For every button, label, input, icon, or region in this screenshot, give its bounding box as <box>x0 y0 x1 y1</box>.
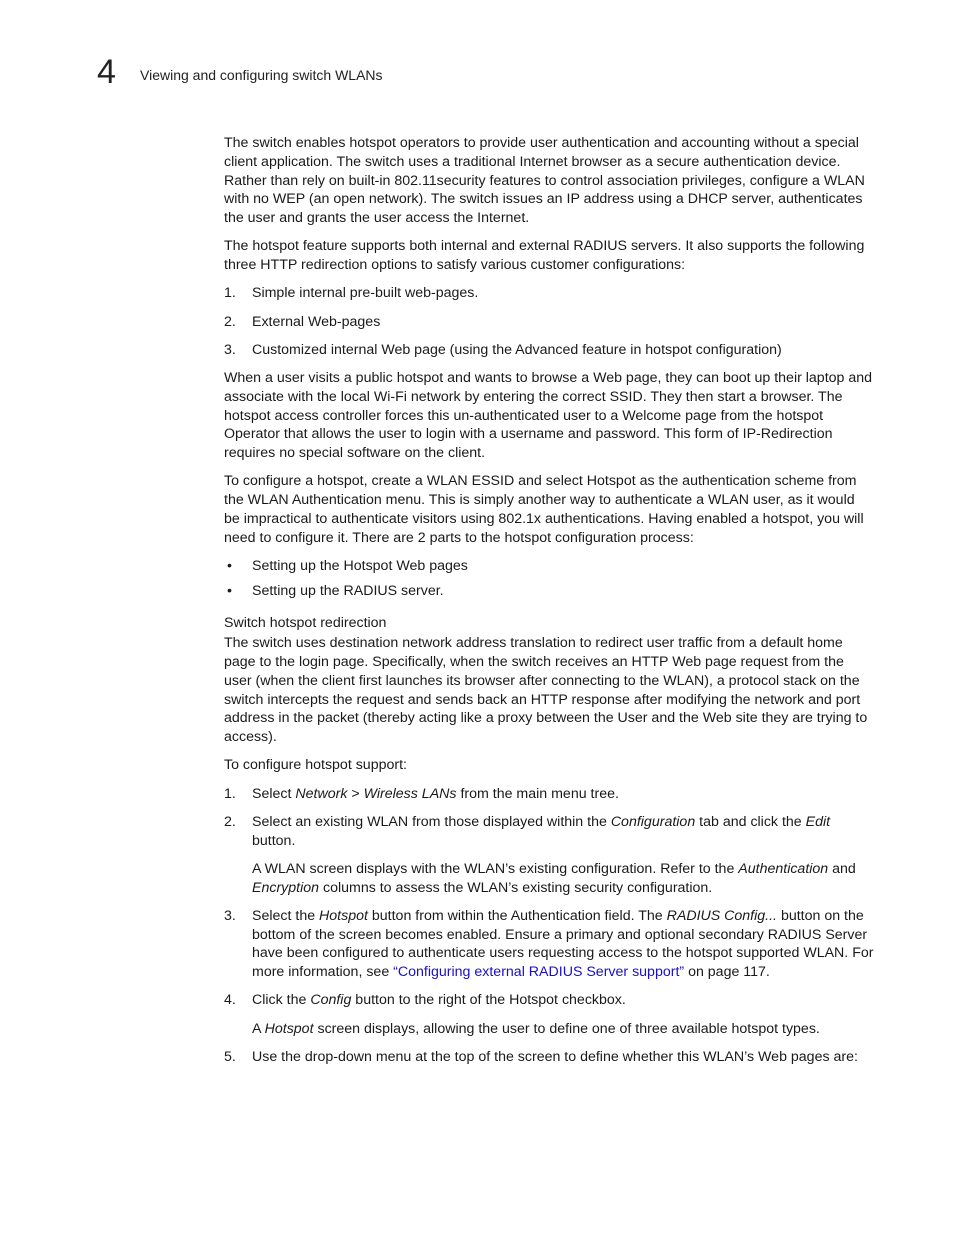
section-paragraph-6: To configure hotspot support: <box>224 757 407 774</box>
list-item <box>224 284 874 303</box>
note-text: and <box>828 860 856 877</box>
section-heading: Switch hotspot redirection <box>224 615 387 632</box>
step-text: Select an existing WLAN from those displayed within the <box>252 813 611 830</box>
step-number: 4. <box>224 992 236 1009</box>
step-text: on page 117. <box>684 964 770 981</box>
list-item <box>224 341 874 360</box>
list-item <box>224 313 874 332</box>
chapter-number: 4 <box>97 53 116 91</box>
step-2 <box>224 813 874 851</box>
cross-reference-link[interactable]: “Configuring external RADIUS Server support” <box>393 964 685 981</box>
hotspot-button-ref: Hotspot <box>319 907 368 924</box>
list-text: Simple internal pre-built web-pages. <box>252 285 479 302</box>
bullet-icon: • <box>227 582 232 599</box>
step-text: button on the bottom of the screen becomes enabled. Ensure a primary and optional secondary RADIUS Server have been configured to authenticate users requesting access to the hotspot supported WLAN. For more information, see <box>252 907 874 981</box>
list-number: 3. <box>224 341 236 358</box>
step-text: > <box>347 785 364 802</box>
step-number: 5. <box>224 1048 236 1065</box>
step-text: Use the drop-down menu at the top of the screen to define whether this WLAN’s Web pages are: <box>252 1048 858 1065</box>
menu-path-network: Network <box>295 785 348 802</box>
bullet-text: Setting up the Hotspot Web pages <box>252 557 468 574</box>
step-text: Select the <box>252 907 320 924</box>
step-text: tab and click the <box>695 813 806 830</box>
note-text: screen displays, allowing the user to define one of three available hotspot types. <box>313 1020 820 1037</box>
step-text: button. <box>252 832 296 849</box>
menu-path-wireless-lans: Wireless LANs <box>363 785 457 802</box>
page-content <box>224 134 874 1076</box>
intro-paragraph-2: The hotspot feature supports both internal and external RADIUS servers. It also supports the following three HTTP redirection options to satisfy various customer configurations: <box>224 238 865 274</box>
list-number: 1. <box>224 285 236 302</box>
authentication-column-ref: Authentication <box>738 860 829 877</box>
body-paragraph-3: When a user visits a public hotspot and wants to browse a Web page, they can boot up their laptop and associate with the local Wi-Fi network by entering the correct SSID. They then start a browser. The hotspot access controller forces this un-authenticated user to a Welcome page from the hotspot Operator that allows the user to login with a username and password. This form of IP-Redirection requires no special software on the client. <box>224 369 873 462</box>
step-number: 3. <box>224 907 236 924</box>
section-paragraph-5: The switch uses destination network address translation to redirect user traffic from a default home page to the login page. Specifically, when the switch receives an HTTP Web page request from the user (when the client first launches its browser after connecting to the WLAN), a protocol stack on the switch intercepts the request and sends back an HTTP response after modifying the network and port address in the packet (thereby acting like a proxy between the User and the Web site they are trying to access). <box>224 635 868 746</box>
config-button-ref: Config <box>310 992 352 1009</box>
hotspot-screen-ref: Hotspot <box>264 1020 314 1037</box>
step-text: Select <box>252 785 296 802</box>
bullet-text: Setting up the RADIUS server. <box>252 582 444 599</box>
intro-paragraph-1: The switch enables hotspot operators to provide user authentication and accounting without a special client application. The switch uses a traditional Internet browser as a secure authentication device. Rather than rely on built-in 802.11security features to control association privileges, configure a WLAN with no WEP (an open network). The switch issues an IP address using a DHCP server, authenticates the user and grants the user access the Internet. <box>224 135 865 227</box>
step-text: button from within the Authentication field. The <box>367 907 667 924</box>
note-text: A <box>252 1020 265 1037</box>
step-text: button to the right of the Hotspot checkbox. <box>351 992 626 1009</box>
step-4 <box>224 991 874 1010</box>
list-text: External Web-pages <box>252 313 381 330</box>
bullet-item <box>224 582 874 601</box>
edit-button-ref: Edit <box>805 813 831 830</box>
step-4-note <box>224 1020 874 1039</box>
step-5 <box>224 1048 874 1067</box>
step-2-note <box>224 860 874 898</box>
body-paragraph-4: To configure a hotspot, create a WLAN ESSID and select Hotspot as the authentication scheme from the WLAN Authentication menu. This is simply another way to authenticate a WLAN user, as it would be impractical to authenticate visitors using 802.1x authentications. Having enabled a hotspot, you will need to configure it. There are 2 parts to the hotspot configuration process: <box>224 473 864 546</box>
encryption-column-ref: Encryption <box>252 879 320 896</box>
step-3 <box>224 907 874 982</box>
step-text: from the main menu tree. <box>456 785 619 802</box>
bullet-item <box>224 557 874 576</box>
note-text: columns to assess the WLAN’s existing security configuration. <box>319 879 713 896</box>
step-number: 2. <box>224 813 236 830</box>
step-text: Click the <box>252 992 311 1009</box>
configuration-tab-ref: Configuration <box>610 813 696 830</box>
note-text: A WLAN screen displays with the WLAN’s existing configuration. Refer to the <box>252 860 739 877</box>
step-number: 1. <box>224 785 236 802</box>
list-number: 2. <box>224 313 236 330</box>
bullet-icon: • <box>227 557 232 574</box>
list-text: Customized internal Web page (using the Advanced feature in hotspot configuration) <box>252 341 782 358</box>
radius-config-button-ref: RADIUS Config... <box>666 907 777 924</box>
step-1 <box>224 785 874 804</box>
chapter-title: Viewing and configuring switch WLANs <box>140 67 383 83</box>
